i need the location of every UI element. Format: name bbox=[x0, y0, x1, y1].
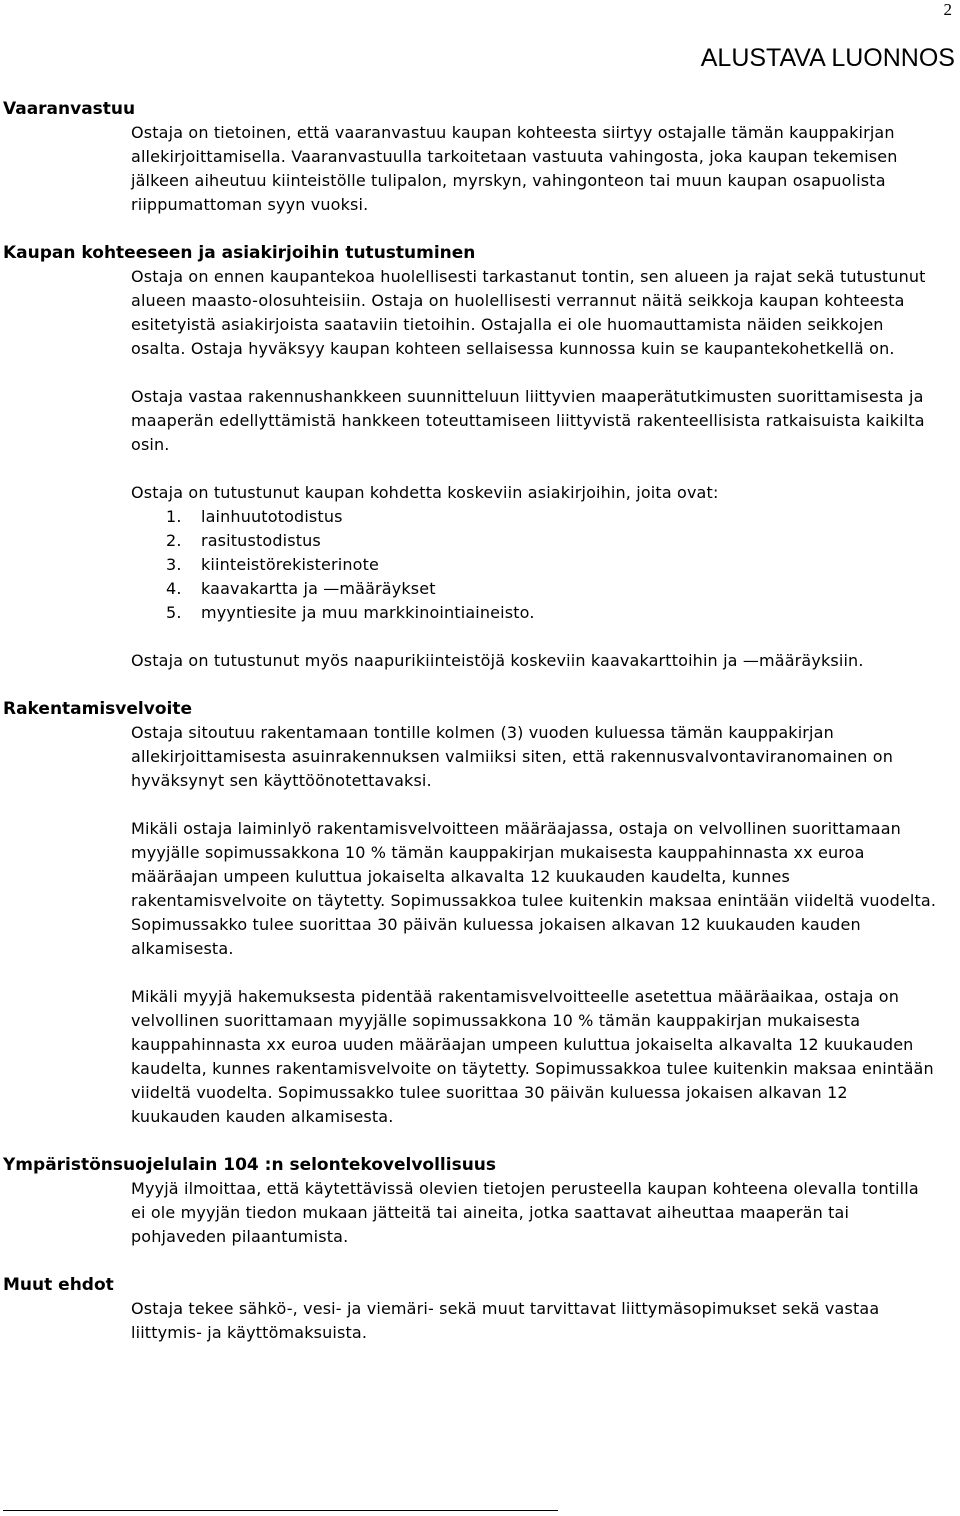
draft-banner: ALUSTAVA LUONNOS bbox=[700, 44, 955, 72]
inspection-paragraph-3: Ostaja on tutustunut kaupan kohdetta koskeviin asiakirjoihin, joita ovat: bbox=[131, 483, 719, 502]
list-item-text: kaavakartta ja —määräykset bbox=[201, 579, 436, 598]
environment-paragraph: Myyjä ilmoittaa, että käytettävissä olevien tietojen perusteella kaupan kohteena olevalla tontilla ei ole myyjän tiedon mukaan jätteitä tai aineita, jotka saattavat aiheuttaa maaperän tai pohjaveden pilaantumista. bbox=[131, 1179, 919, 1246]
list-item-number: 3. bbox=[166, 555, 182, 574]
other-paragraph: Ostaja tekee sähkö-, vesi- ja viemäri- sekä muut tarvittavat liittymäsopimukset sekä vastaa liittymis- ja käyttömaksuista. bbox=[131, 1299, 880, 1342]
page-number: 2 bbox=[943, 0, 952, 19]
section-building bbox=[0, 697, 960, 1129]
section-other bbox=[0, 1273, 960, 1345]
list-item-number: 4. bbox=[166, 579, 182, 598]
list-item bbox=[166, 601, 960, 625]
list-item bbox=[166, 577, 960, 601]
inspection-paragraph-4: Ostaja on tutustunut myös naapurikiinteistöjä koskeviin kaavakarttoihin ja —määräyksiin. bbox=[131, 651, 864, 670]
building-paragraph-1: Ostaja sitoutuu rakentamaan tontille kolmen (3) vuoden kuluessa tämän kauppakirjan allekirjoittamisesta asuinrakennuksen valmiiksi siten, että rakennusvalvontaviranomainen on hyväksynyt sen käyttöönotettavaksi. bbox=[131, 723, 894, 790]
risk-paragraph: Ostaja on tietoinen, että vaaranvastuu kaupan kohteesta siirtyy ostajalle tämän kauppakirjan allekirjoittamisella. Vaaranvastuulla tarkoitetaan vastuuta vahingosta, joka kaupan tekemisen jälkeen aiheutuu kiinteistölle tulipalon, myrskyn, vahingonteon tai muun kaupan osapuolista riippumattoman syyn vuoksi. bbox=[131, 123, 898, 214]
list-item-number: 2. bbox=[166, 531, 182, 550]
list-item-number: 1. bbox=[166, 507, 182, 526]
list-item-text: myyntiesite ja muu markkinointiaineisto. bbox=[201, 603, 535, 622]
list-item-text: kiinteistörekisterinote bbox=[201, 555, 380, 574]
section-heading-inspection: Kaupan kohteeseen ja asiakirjoihin tutustuminen bbox=[3, 243, 476, 263]
list-item-text: rasitustodistus bbox=[201, 531, 321, 550]
section-heading-other: Muut ehdot bbox=[3, 1275, 114, 1295]
building-paragraph-2: Mikäli ostaja laiminlyö rakentamisvelvoitteen määräajassa, ostaja on velvollinen suorittamaan myyjälle sopimussakkona 10 % tämän kauppakirjan mukaisesta kauppahinnasta xx euroa määräajan umpeen kuluttua jokaiselta alkavalta 12 kuukauden kaudelta, kunnes rakentamisvelvoite on täytetty. Sopimussakkoa tulee kuitenkin maksaa enintään viideltä vuodelta. Sopimussakko tulee suorittaa 30 päivän kuluessa jokaisen alkavan 12 kuukauden kauden alkamisesta. bbox=[131, 819, 937, 958]
inspection-paragraph-1: Ostaja on ennen kaupantekoa huolellisesti tarkastanut tontin, sen alueen ja rajat sekä tutustunut alueen maasto-olosuhteisiin. Ostaja on huolellisesti verrannut näitä seikkoja kaupan kohteesta esitetyistä asiakirjoista saataviin tietoihin. Ostajalla ei ole huomauttamista näiden seikkojen osalta. Ostaja hyväksyy kaupan kohteen sellaisessa kunnossa kuin se kaupantekohetkellä on. bbox=[131, 267, 926, 358]
section-heading-building: Rakentamisvelvoite bbox=[3, 699, 192, 719]
section-heading-environment: Ympäristönsuojelulain 104 :n selontekovelvollisuus bbox=[3, 1155, 497, 1175]
document-list bbox=[0, 505, 960, 625]
building-paragraph-3: Mikäli myyjä hakemuksesta pidentää rakentamisvelvoitteelle asetettua määräaikaa, ostaja on velvollinen suorittamaan myyjälle sopimussakkona 10 % tämän kauppakirjan mukaisesta kauppahinnasta xx euroa uuden määräajan umpeen kuluttua jokaiselta alkavalta 12 kuukauden kaudelta, kunnes rakentamisvelvoite on täytetty. Sopimussakkoa tulee kuitenkin maksaa enintään viideltä vuodelta. Sopimussakko tulee suorittaa 30 päivän kuluessa jokaisen alkavan 12 kuukauden kauden alkamisesta. bbox=[131, 987, 934, 1126]
section-heading-risk: Vaaranvastuu bbox=[3, 99, 136, 119]
section-inspection bbox=[0, 241, 960, 673]
inspection-paragraph-2: Ostaja vastaa rakennushankkeen suunnitteluun liittyvien maaperätutkimusten suorittamisesta ja maaperän edellyttämistä hankkeen toteuttamiseen liittyvistä rakenteellisista ratkaisuista kaikilta osin. bbox=[131, 387, 925, 454]
list-item bbox=[166, 553, 960, 577]
list-item bbox=[166, 505, 960, 529]
document-body bbox=[0, 97, 960, 1369]
list-item bbox=[166, 529, 960, 553]
section-risk bbox=[0, 97, 960, 217]
section-environment bbox=[0, 1153, 960, 1249]
list-item-text: lainhuutotodistus bbox=[201, 507, 343, 526]
footnote-separator bbox=[3, 1510, 558, 1511]
list-item-number: 5. bbox=[166, 603, 182, 622]
